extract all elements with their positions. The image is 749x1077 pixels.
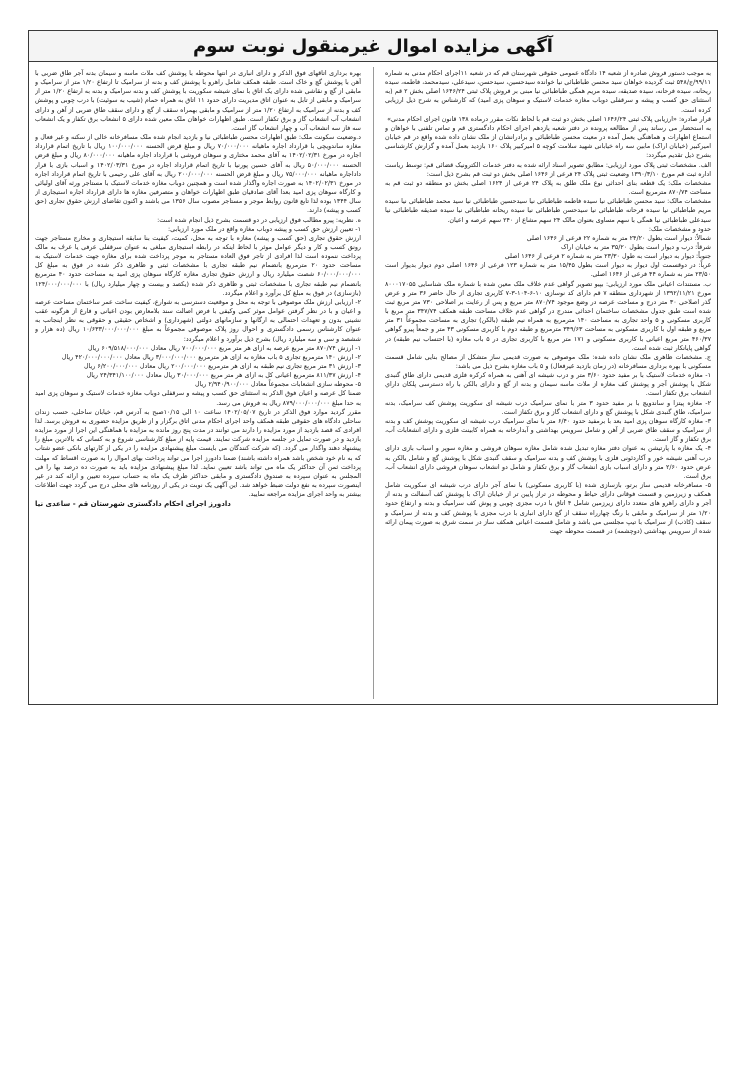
auction-notice [28, 30, 718, 705]
right-column [385, 69, 711, 699]
paragraph: ۵- مسافرخانه قدیمی ساز برتو، بازسازی شده (با کاربری مسکونی) با نمای آجر دارای درب شیشه ای سکوریت شامل همکف و زیرزمین و قسمت فوقانی دارای حیاط و محوطه در تراز پایین تر از خیابان اراک با پوشش کف آسفالت و بدنه از آجر و دارای راهرو های متعدد دارای زیرزمین شامل ۴ اتاق با درب مجزی چوبی و پوش کف سرامیک و بدنه و ارتفاع حدود ۱/۲۰ متر از سرامیک و مابقی با رنگ چهارراه سقف از گچ دارای انباری با درب مجزی با پوشش کف و بدنه از سرامیک و سقف (کاذب) از سرامیک با تیپ مجلسی می باشد و شامل قسمت اعیانی همکف ساز در سمت شرق به صورت پیمان ارائه شده از سرویس بهداشتی (دوچشمه) در قسمت محوطه جهت [385, 482, 711, 535]
paragraph: ۴- یک مغازه با پارتیشن به عنوان دفتر مغازه تبدیل شده شامل مغازه سوهان فروشی و مغازه سوپر و اسباب بازی دارای درب آهنی شیشه خور و آکاردئونی فلزی با پوشش کف و بدنه سرامیک و سقف گنبدی شکل با پوشش گچ و شامل بالکن به عرض حدود ۲/۶۰ متر و دارای اسباب بازی انشعاب گاز و برق تکفاز و شامل دو انشعاب سوهان فروشی دارای انشعاب آب، برق است. [385, 445, 711, 480]
title-band [29, 31, 717, 62]
paragraph: ۳- ارزش ۳۱ متر مربع تجاری نیم طبقه به ازای هر مترمربع ۲۰۰/۰۰۰/۰۰۰ ریال معادل ۶/۲۰۰/۰۰۰/۰۰۰ ریال [83, 363, 361, 370]
paragraph: ۱- تعیین ارزش حق کسب و پیشه دوباب مغازه واقع در ملک مورد ارزیابی: [168, 225, 361, 233]
paragraph: قرار صادره: «ارزیابی پلاک ثبتی ۱۶۴۶/۲۴ اصلی بخش دو ثبت قم با لحاظ نکات مقرر درماده ۱۳۸ قانون اجرای احکام مدنی» [387, 115, 711, 123]
notice-title: آگهی مزایده اموال غیرمنقول نوبت سوم [193, 35, 553, 57]
paragraph: ضمنا کل عرصه و اعیان فوق الذکر به استثنای حق کسب و پیشه و سرقفلی دوباب مغازه خدمات لاستیک و سوهان پزی امید به حدا مبلغ ۸۷۹/۰۰۰/۰۰۰/۰۰۰ ریال به فروش می رسد. [35, 390, 361, 407]
paragraph: حدود و مشخصات ملک: [648, 225, 711, 233]
paragraph: د.وضعیت سکونت ملک: طبق اظهارات محسن طباطبائی نیا و بازدید انجام شده ملک مسافرخانه خالی از سکنه و غیر فعال و مغازه ساندویچی با قرارداد اجاره ماهیانه ۷۰/۰۰۰/۰۰۰ ریال و مبلغ قرض الحسنه ۱۰۰/۰۰۰/۰۰۰ ریال با تاریخ اتمام قرارداد اجاره در مورخ ۱۴۰۲/۰۲/۳۱ به آقای محمد مختاری و سوهان فروشی با قرارداد اجاره ماهیانه ۸۰/۰۰۰/۰۰۰ ریال و مبلغ قرض الحسنه ۵۰/۰۰۰/۰۰۰ ریال به آقای حسین پورنیا با تاریخ اتمام قرارداد اجاره در مورخ ۱۴۰۲/۰۳/۳۱ و اسباب بازی با قرار داداجاره ماهیانه ۷۵/۰۰۰/۰۰۰ ریال و مبلغ قرض الحسنه ۲۰۰/۰۰۰/۰۰۰ ریال به آقای علی رحیمی با تاریخ اتمام قرارداد اجاره در مورخ ۱۴۰۲/۰۲/۳۱ به صورت اجاره واگذار شده است و همچنین دوباب مغازه خدمات لاستیک با مستاجر ورثه آقای اولیائی و کارگاه سوهان پزی امید بعدا آقای صادقیان طبق اظهارات خواهان و متصرفین مغازه ها دارای قرارداد اجاره استیجاری از سال ۱۳۴۴ بوده لذا تابع قانون روابط موجر و مستاجر مصوب سال ۱۳۵۶ می باشند و اکنون تقاضای ارزش حقوق تجاری (حق کسب و پیشه) دارند. [35, 134, 361, 215]
paragraph: ۴- ارزش ۸۱۱/۳۷ مترمربع اعیانی کل به ازای هر متر مربع ۳۰/۰۰۰/۰۰۰ ریال معادل ۲۴/۳۴۱/۱۰۰/۰۰۰ ریال [86, 372, 361, 380]
paragraph: مقرر گردید موارد فوق الذکر در تاریخ ۱۴۰۲/۰۵/۰۷ ساعت ۱۰ الی ۱۰/۱۵صبح به آدرس قم، خیابان ساحلی، حسب زندان ساحلی دادگاه های حقوقی طبقه همکف واحد اجرای احکام مدنی اتاق برگزار و از طریق مزایده حضوری به فروش برسد. لذا افرادی که قصد بازدید از مورد مزایده را دارند می توانند در مدت پنج روز مانده به مزایده با هماهنگی این اجرا از مورد مزایده بازدید و در صورت تمایل در جلسه مزایده شرکت نمایند. قیمت پایه از مبلغ کارشناسی شروع و به کسانی که بالاترین مبلغ را پیشنهاد دهند واگذار می گردد. (که شرکت کنندگان می بایست مبلغ پیشنهادی مزایده را در یکی از کارتهای بانکی عضو شتاب که به نام خود شخص باشد همراه داشته باشند) ضمنا دادورز اجرا می تواند پرداخت بهای اموال را به صورت اقساط که مهلت پرداخت ثمن آن حداکثر یک ماه می تواند باشد تعیین نماید. لذا مبلغ پیشنهادی مزایده باید به صورت ده درصد بها را فی المجلس به عنوان سپرده به صندوق دادگستری و مابقی حداکثر ظرف یک ماه به حساب سپرده تعیین و ارائه کند در غیر اینصورت سپرده به نفع دولت ضبط خواهد شد. این آگهی یک نوبت در یکی از روزنامه های محلی درج می گردد جهت اطلاعات بیشتر به واحد اجرای مزایده مراجعه نمایید. [35, 408, 361, 499]
paragraph: ۱- مغازه خدمات لاستیک با بر مفید حدود ۳/۶۰ متر و درب شیشه ای آهنی به همراه کرکره فلزی قدیمی دارای طاق گنبدی شکل با پوشش آجر و پوشش کف مغازه از ملات ماسه سیمان و بدنه از گچ و دارای بالکن با راه دسترسی پلکان داراي انشعاب برق تکفاز است. [385, 372, 711, 398]
paragraph: ج. مشخصات ظاهری ملک نشان داده شده: ملک موصوفی به صورت قدیمی ساز متشکل از مصالح بنایی شامل قسمت مسکونی با بهره برداری مسافرخانه (در زمان بازدید غیرفعال) و ۵ باب مغازه بشرح ذیل می باشد: [385, 353, 711, 370]
paragraph: غرباً: در دوقسمت اول دیوار به دیوار است بطول ۱۵/۴۵ متر به شماره ۱۲۳ فرعی از ۱۶۴۶ اصلی دوم دیوار بدیوار است ۲۳/۵۰ متر به شماره ۴۴ فرعی از ۱۶۴۶ اصلی. [385, 262, 711, 279]
column-divider [373, 67, 374, 699]
paragraph: مشخصات مالک: سید محسن طباطبائی نیا سیده فاطمه طباطبائی نیا سیدحسین طباطبائی نیا سید محمد طباطبائی نیا سیده مریم طباطبائی نیا سیده فرحانه طباطبائی نیا سیدحسن طباطبائی نیا سیده ریحانه طباطبائی نیا سیده صدیقه طباطبائی نیا سیدعلی طباطبائی نیا همگی با سهم مساوی بعنوان مالک ۲۴ سهم مشاع از ۲۴۰ سهم عرصه و اعیان. [385, 198, 711, 224]
paragraph: بهره برداری اتاقهای فوق الذکر و دارای انباری در انتها محوطه با پوشش کف ملات ماسه و سیمان بدنه آجر طاق ضربی با آهن با پوشش گچ و خاک است. طبقه همکف شامل راهرو با پوشش کف و بدنه از سرامیک تا ارتفاع ۱/۲۰ متر از سرامیک و مابقی از گچ و نقاشی شده دارای یک اتاق با نمای شیشه سکوریت با پوشش کف و بدنه سرامیک و بدنه به ارتفاع ۱/۲۰ متر از سرامیک و مابقی از تابل به عنوان اتاق مدیریت دارای حدود ۱۱ اتاق به همراه حمام (شیب به سوئیت) با درب چوبی و پوشش کف و بدنه از سرامیک به ارتفاع ۱/۲۰ متر از سرامیک و مابقی بهمراه سقف از گچ و دارای سقف طاق ضربی از آهن و دارای انشعاب آب انشعاب گاز و برق تکفاز است. طبق اظهارات خواهان ملک معین شده دارای ۵ انشعاب برق تکفاز و یک انشعاب سه فاز سه انشعاب آب و چهار انشعاب گاز است. [35, 70, 361, 132]
paragraph: ه. نظریه: پیرو مطالب فوق ارزیابی در دو قسمت بشرح ذیل انجام شده است: [157, 216, 361, 224]
paragraph: ۱- ارزش ۸۷۰/۷۴ متر مربع عرصه به ازای هر متر مربع ۷۰۰/۰۰۰/۰۰۰ ریال معادل ۶۰۹/۵۱۸/۰۰۰/۰۰۰ ریال [88, 344, 361, 352]
left-column [35, 69, 361, 699]
paragraph: ۲- مغازه پیتزا و ساندویچ با بر مفید حدود ۳ متر با نمای سرامیک درب شیشه ای سکوریت پوشش کف سرامیک، بدنه سرامیک، طاق گنبدی شکل با پوشش گچ و دارای انشعاب گاز و برق تکفاز است. [385, 399, 711, 416]
paragraph: شمالاً: دیوار است بطول ۲۴/۲۰ متر به شماره ۲۲ فرعی از ۱۶۴۶ اصلی [526, 234, 711, 242]
paragraph: مشخصات ملک: یک قطعه بنای احداثی نوع ملک طلق به پلاک ۲۴ فرعی از ۱۶۲۴ اصلی بخش دو منطقه دو ثبت قم به مساحت ۸۷۰/۷۴ مترمربع است. [385, 179, 711, 197]
paragraph: ۵- محوطه سازی انشعابات مجموعاً معادل ۲/۹۴۰/۹۰۰/۰۰۰ ریال [194, 381, 361, 389]
signature: دادورز اجرای احکام دادگستری شهرستان قم - ساعدی نیا [35, 500, 231, 509]
paragraph: ب. مستندات اعیانی ملک مورد ارزیابی: بپیو تصویر گواهی عدم خلاف ملک معین شده با شماره ملک شناسایی ۸۰۰۰۱۷۰۵۵ مورخ ۱۳۹۲/۱۱/۲۱ از شهرداری منطقه ۷ قم دارای کد نوسازی ۱۰-۶-۱۰۴-۳-۷ کاربری تجاری از حال حاضر ۳۶ متر و عرض گذر اصلاحی ۳۰ متر درج و مساحت عرصه در وضع موجود ۸۷۰/۷۴ متر مربع و پس از رعایت بر اصلاحی ۷۳۰ متر مربع ثبت شده است طبق جدول مشخصات ساختمان احداثی مندرج در گواهی عدم خلاف مساحت طبقه همکف ۳۴۷/۷۴ متر مربع با کاربری مسکونی و ۵ واحد تجاری به مساحت ۱۴۰ مترمربع به همراه نیم طبقه (بالکن) تجاری به مساحت مجموعاً ۳۱ متر مربع و طبقه اول با کاربری مسکونی به مساحت ۳۴۹/۶۳ مترمربع و طبقه دوم با کاربری مسکونی ۴۳ متر و جمعاً پیرو گواهی ۴۶۰/۳۷ متر مربع اعیانی با کاربری مسکونی و ۱۷۱ متر مربع با کاربری تجاری در ۵ باب مغازه (با احتساب نیم طبقه) در گواهی پایانکار ثبت شده است. [385, 280, 711, 352]
paragraph: شرقاً: درب و دیوار است بطول ۳۵/۲۰ متر به خیابان اراک [560, 243, 711, 251]
paragraph: ۲- ارزیابی ارزش ملک موصوفی با توجه به محل و موقعیت دسترسی به شوارع، کیفیت ساخت عمر ساختمان مساحت عرصه و اعیان و با در نظر گرفتن عوامل موثر کمی وکیفی با فرض اصالت سند بلامعارض بودن اعیانی و فارغ از هرگونه عقب نشینی بدون و تعهدات احتمالی به ارگانها و سازمانهای دولتی (شهرداری) و اشخاص حقیقی و حقوقی به نظر اینجانب به عنوان کارشناس رسمی دادگستری و احوال روز پلاک موصوفی مجموعاً به مبلغ ۱۰/۶۳۳/۰۰۰/۰۰۰/۰۰۰ ریال (ده هزار و ششصد و سی و سه میلیارد ریال) بشرح ذیل برآورد و اعلام میگردد: [35, 298, 361, 343]
paragraph: به موجب دستور فروش صادره از شعبه ۱۴ دادگاه عمومی حقوقی شهرستان قم که در شعبه ۱۱اجرای احکام مدنی به شماره ۹۹/۱۱/ج/۵۴۸ ثبت گردیده خواهان سید محسن طباطبائی نیا خوانده سیدحسین، سیدحسن، سیدعلی، سیدمحمد، فاطمه، سیده ریحانه، سیده فرحانه، سیده صدیقه، سیده مریم همگی طباطبائی نیا مبنی بر فروش پلاک ثبتی ۱۶۴۶/۲۴ اصلی بخش ۲ قم (به استثنای حق کسب و پیشه و سرقفلی دوباب مغازه خدمات لاستیک و سوهان پزی امید) که کارشناس به شرح ذیل ارزیابی کرده است. [385, 70, 711, 114]
paragraph: ۳- مغازه کارگاه سوهان پزی امید بعد با برمفید حدود ۶/۴۰ متر با نمای سرامیک درب شیشه ای سکوریت پوشش کف و بدنه از سرامیک و سقف طاق ضربی از آهن و شامل سرویس بهداشتی و آبدارخانه به همراه کابینت فلزی و دارای انشعابات آب، برق تکفاز و گاز است. [385, 417, 711, 444]
paragraph: الف. مشخصات ثبتی پلاک مورد ارزیابی: مطابق تصویر اسناد ارائه شده به دفتر خدمات الکترونیک قضائی قم: توسط ریاست اداره ثبت قم مورخ ۱۳۹۰/۳/۱۰ وضعیت ثبتی پلاک ۲۴ فرعی از ۱۶۴۶ اصلی بخش دو ثبت قم بشرح ذیل است: [385, 161, 711, 178]
paragraph: ۲- ارزش ۱۴۰ مترمربع تجاری ۵ باب مغازه به ازای هر مترمربع ۳/۰۰۰/۰۰۰/۰۰۰ ریال معادل ۴۲۰/۰۰۰/۰۰۰/۰۰۰ ریال [61, 353, 361, 361]
paragraph: به استحضار می رساند پس از مطالعه پرونده در دفتر شعبه یازدهم اجرای احکام دادگستری قم و تماس تلفنی با خواهان و استماع اظهارات و هماهنگی بعمل آمده در معیت محسن طباطبائی و برادرانشان از ملک نشان داده شده واقع در قم خیابان امیرکبیر (خیابان اراک) مابین سه راه خیابانی شهید سلامت کوچه ۵ امیرکبیر پلاک ۱۶۰ بازدید بعمل آمده و گزارش کارشناسی بشرح ذیل تقدیم میگردد: [385, 124, 711, 160]
paragraph: جنوباً: دیوار به دیوار است به طول ۲۳/۳۰ متر به شماره ۲ فرعی از ۱۶۴۶ اصلی [504, 253, 711, 261]
paragraph: ارزش حقوق تجاری (حق کسب و پیشه) مغازه با توجه به محل، کمیت، کیفیت بنا سابقه استیجاری و مخارج مستاجر جهت رونق کسب و کار و دیگر عوامل موثر با لحاظ اینکه در رابطه استیجاری مبلغی به عنوان سرقفلی عرفی یا عرف به مالک پرداخت ننموده است لذا افرادی از تاجر فوق العاده مستاجر به موجر پرداخت شده برای مغازه جهت خدمات لاستیک به مساحت حدود ۲۰ مترمربع بانضمام نیم طبقه تجاری با مشخصات ثبتی و ظاهری ذکر شده در فوق به مبلغ کل ۶۰/۰۰۰/۰۰۰/۰۰۰ شصت میلیارد ریال و ارزش حقوق تجاری مغازه کارگاه سوهان پزی امید به مساحت حدود ۴۰ مترمربع بانضمام نیم طبقه تجاری با مشخصات ثبتی و ظاهری ذکر شده (یکصد و بیست و چهار میلیارد ریال) با ۱۲۴/۰۰۰/۰۰۰/۰۰۰ (بازسازی) در فوق به مبلغ کل برآورد و اعلام میگردد. [35, 234, 361, 297]
